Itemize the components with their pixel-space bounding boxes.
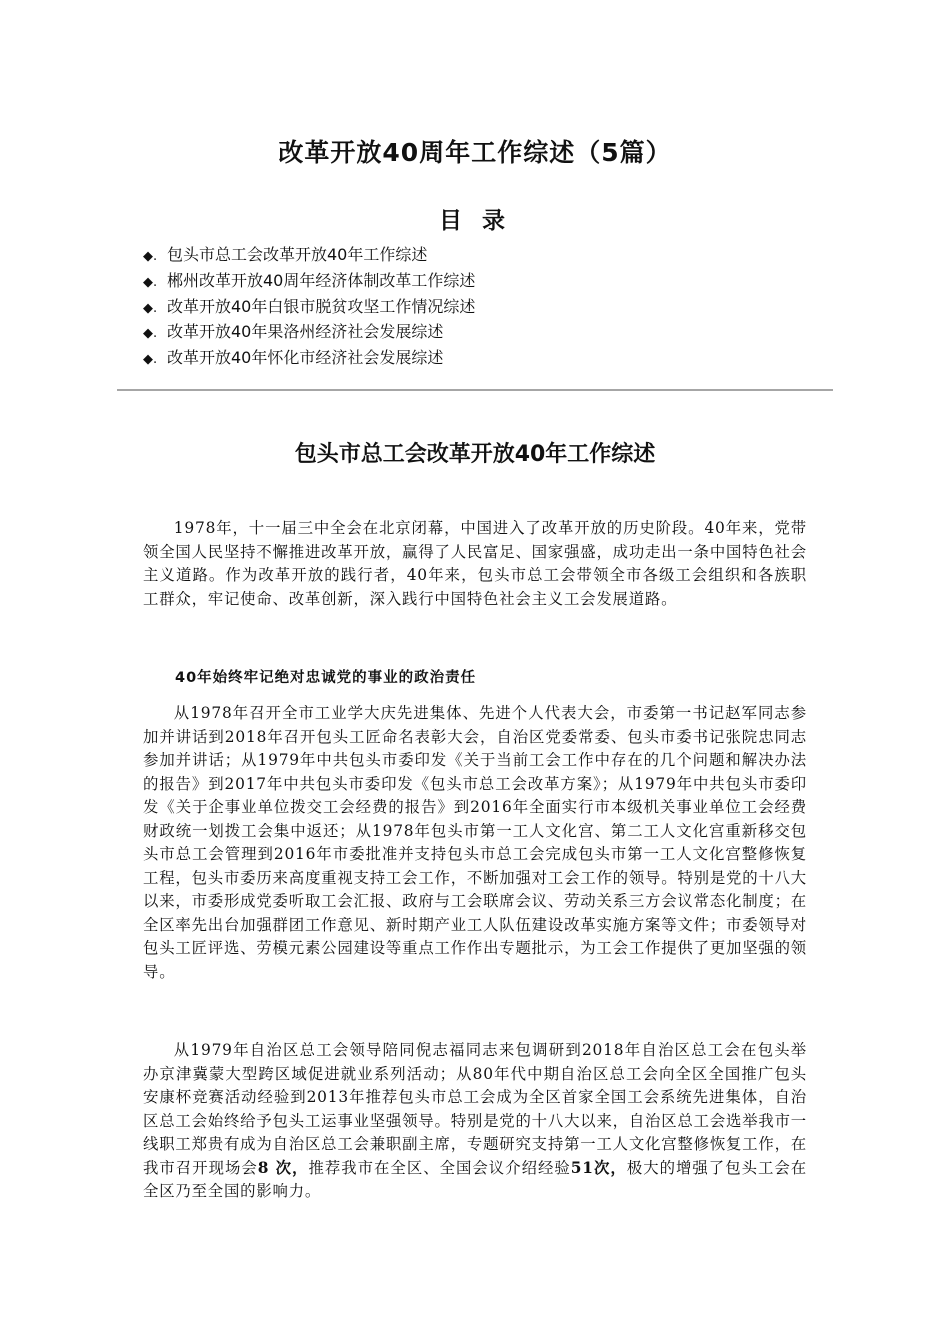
section-heading: 40年始终牢记绝对忠诚党的事业的政治责任 (175, 670, 477, 686)
toc-item[interactable] (143, 268, 475, 294)
toc-item-label: 包头市总工会改革开放40年工作综述 (167, 245, 428, 264)
body-paragraph: 从1978年召开全市工业学大庆先进集体、先进个人代表大会，市委第一书记赵军同志参加并讲话到2018年召开包头工匠命名表彰大会，自治区党委常委、包头市委书记张院忠同志参加并讲话；从1979年中共包头市委印发《关于当前工会工作中存在的几个问题和解决办法的报告》到2017年中共包头市委印发《包头市总工会改革方案》；从1979年中共包头市委印发《关于企事业单位拨交工会经费的报告》到2016年全面实行市本级机关事业单位工会经费财政统一划拨工会集中返还；从1978年包头市第一工人文化宫、第二工人文化宫重新移交包头市总工会管理到2016年市委批准并支持包头市总工会完成包头市第一工人文化宫整修恢复工程，包头市委历来高度重视支持工会工作，不断加强对工会工作的领导。特别是党的十八大以来，市委形成党委听取工会汇报、政府与工会联席会议、劳动关系三方会议常态化制度；在全区率先出台加强群团工作意见、新时期产业工人队伍建设改革实施方案等文件；市委领导对包头工匠评选、劳模元素公园建设等重点工作作出专题批示，为工会工作提供了更加坚强的领导。 (143, 704, 807, 981)
diamond-bullet-icon: ◆. (143, 300, 158, 316)
main-title: 改革开放40周年工作综述（5篇） (278, 138, 672, 167)
emphasis-count: 8 次， (257, 1158, 309, 1177)
diamond-bullet-icon: ◆. (143, 352, 158, 368)
paragraph-text: 推荐我市在全区、全国会议介绍经验 (308, 1158, 571, 1177)
paragraph-text: 从1979年自治区总工会领导陪同倪志福同志来包调研到2018年自治区总工会在包头举办京津冀蒙大型跨区域促进就业系列活动；从80年代中期自治区总工会向全区全国推广包头安康杯竞赛活动经验到2013年推荐包头市总工会成为全区首家全国工会系统先进集体，自治区总工会始终给予包头工运事业坚强领导。特别是党的十八大以来，自治区总工会选举我市一线职工郑贵有成为自治区总工会兼职副主席，专题研究支持第一工人文化宫整修恢复工作，在我市召开现场会 (143, 1041, 807, 1177)
table-of-contents (143, 242, 475, 371)
diamond-bullet-icon: ◆. (143, 249, 158, 264)
body-paragraph (143, 1039, 807, 1204)
diamond-bullet-icon: ◆. (143, 274, 158, 290)
toc-heading: 目 录 (438, 208, 511, 234)
toc-item-label: 改革开放40年怀化市经济社会发展综述 (167, 348, 444, 368)
toc-item[interactable] (143, 345, 475, 371)
toc-item-label: 改革开放40年果洛州经济社会发展综述 (167, 322, 444, 342)
diamond-bullet-icon: ◆. (143, 326, 158, 342)
paragraph-text: 极大的增强了包头工会在全区乃至全国的影响力。 (143, 1158, 807, 1200)
emphasis-count: 51次， (570, 1158, 627, 1177)
section-divider (117, 389, 833, 391)
toc-item-label: 改革开放40年白银市脱贫攻坚工作情况综述 (167, 296, 476, 316)
toc-item[interactable] (143, 242, 475, 268)
toc-item[interactable] (143, 319, 475, 345)
toc-item-label: 郴州改革开放40周年经济体制改革工作综述 (167, 270, 476, 290)
toc-item[interactable] (143, 294, 475, 320)
article-title: 包头市总工会改革开放40年工作综述 (294, 442, 656, 467)
body-paragraph: 1978年，十一届三中全会在北京闭幕，中国进入了改革开放的历史阶段。40年来，党带领全国人民坚持不懈推进改革开放，赢得了人民富足、国家强盛，成功走出一条中国特色社会主义道路。作为改革开放的践行者，40年来，包头市总工会带领全市各级工会组织和各族职工群众，牢记使命、改革创新，深入践行中国特色社会主义工会发展道路。 (143, 519, 807, 608)
